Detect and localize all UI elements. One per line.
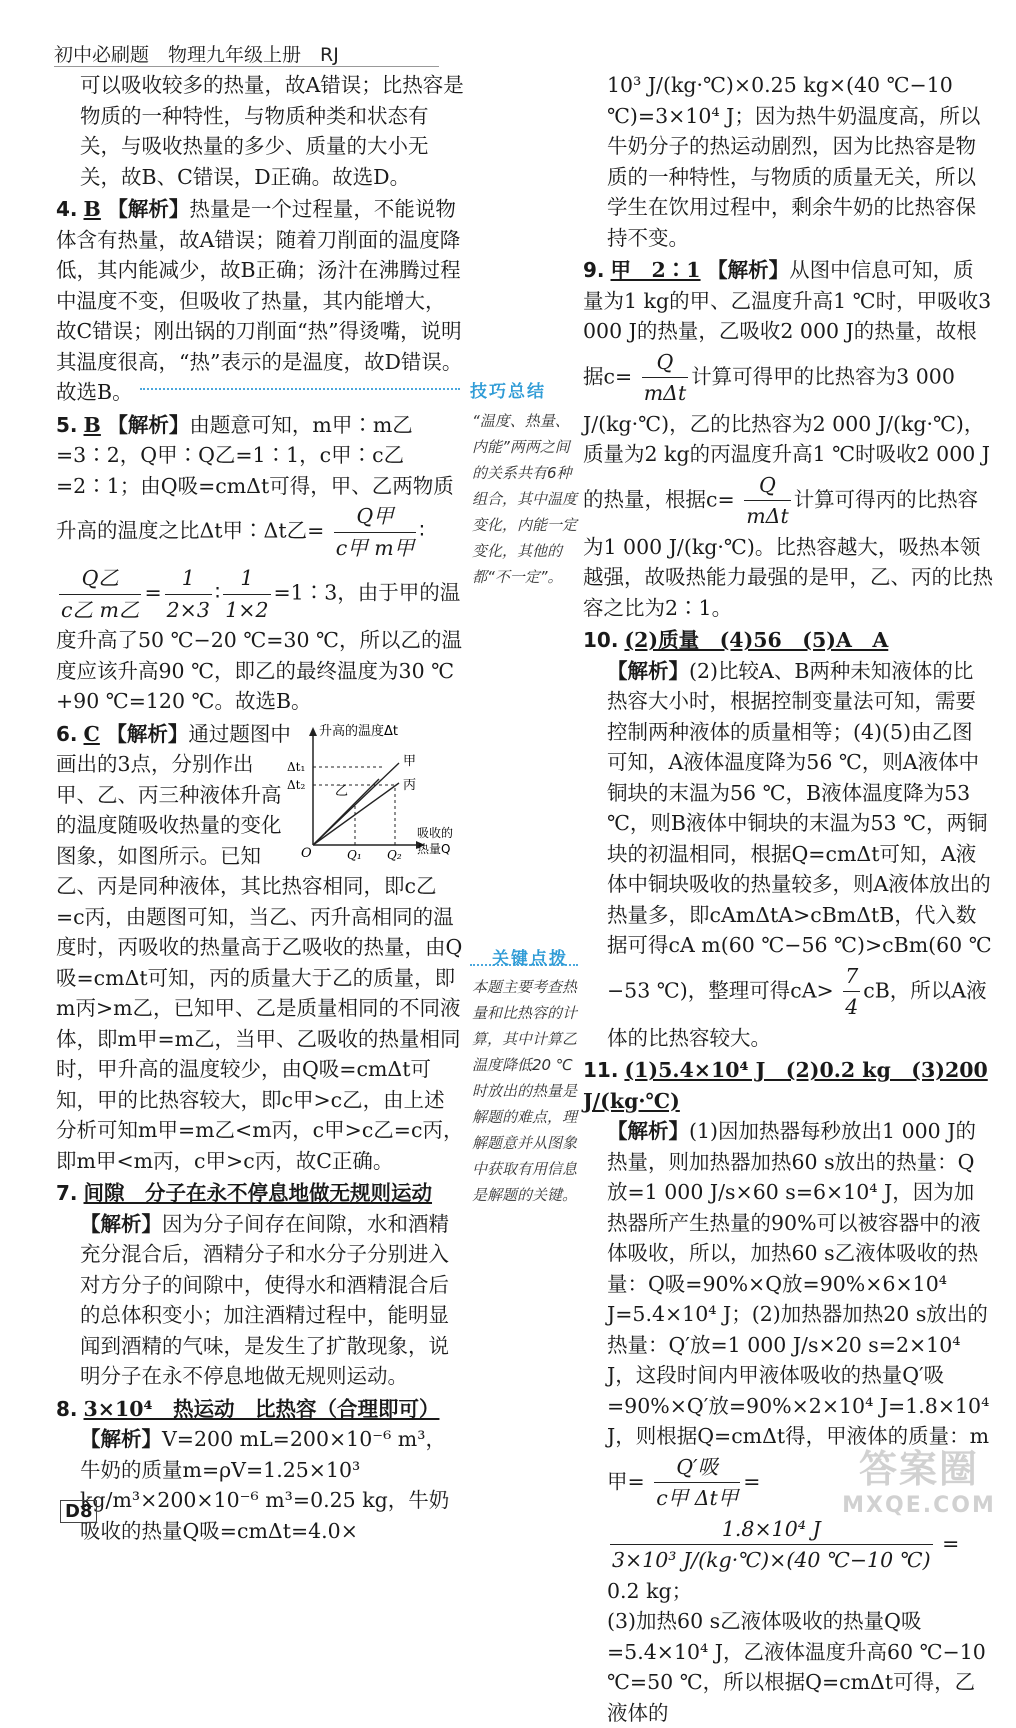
question-number: 9. (583, 258, 605, 282)
analysis-text: V=200 mL=200×10⁻⁶ m³，牛奶的质量m=ρV=1.25×10³ kg/m³×200×10⁻⁶ m³=0.25 kg，牛奶吸收的热量Q吸=cmΔt=4.0× (80, 1427, 450, 1543)
numerator: 1 (165, 563, 212, 595)
numerator: 1 (223, 563, 270, 595)
analysis-text: (1)因加热器每秒放出1 000 J的热量，则加热器加热60 s放出的热量：Q放=1 000 J/s×60 s=6×10⁴ J，因为加热器所产生热量的90%可以被容器中的液体吸收，所以，加热60 s乙液体吸收的热量：Q吸=90%×Q放=90%×6×10⁴ J=5.4×10⁴ J；(2)加热器加热20 s放出的热量：Q′放=1 000 J/s×20 s=2×10⁴ J，这段时间内甲液体吸收的热量Q′吸=90%×Q′放=90%×2×10⁴ J=1.8×10⁴ J，则根据Q=cmΔt得，甲液体的质量：m甲= (607, 1119, 990, 1493)
x-axis-label-2: 热量Q (417, 841, 451, 856)
left-column (56, 70, 464, 1546)
answer: B (83, 197, 101, 221)
sidebar1-title: 技巧总结 (470, 382, 546, 402)
fraction (654, 1452, 740, 1514)
denominator: 2×3 (166, 597, 210, 622)
analysis-tag: 【解析】 (80, 1211, 162, 1236)
analysis-text: 计算可得甲的比热容为3 000 J/(kg·℃)，乙的比热容为2 000 J/(kg·℃)，质量为2 kg的丙温度升高1 ℃时吸收2 000 J的热量，根据c= (583, 364, 991, 511)
fraction (744, 470, 790, 532)
heat-temperature-graph (287, 719, 464, 862)
denominator: 3×10³ J/(kg·℃)×(40 ℃−10 ℃) (612, 1548, 931, 1572)
answer: (2)质量 (4)56 (5)A A (624, 628, 889, 652)
analysis (583, 656, 993, 1054)
equals-sign: = (743, 1469, 761, 1493)
analysis (56, 1424, 464, 1546)
question-5 (56, 410, 464, 717)
numerator: Q′吸 (654, 1452, 740, 1484)
running-header: 初中必刷题 物理九年级上册 RJ (54, 44, 339, 66)
numerator: Q (744, 470, 790, 502)
sidebar1-text: “温度、热量、内能”两两之间的关系共有6种组合，其中温度变化，内能一定变化，其他的都“不一定”。 (472, 412, 578, 586)
denominator: c甲 Δt甲 (656, 1486, 739, 1510)
q3-continuation: 可以吸收较多的热量，故A错误；比热容是物质的一种特性，与物质种类和状态有关，与吸收热量的多少、质量的大小无关，故B、C错误，D正确。故选D。 (80, 73, 464, 189)
fraction (843, 961, 860, 1023)
equals-sign: = (144, 580, 162, 605)
denominator: 4 (845, 995, 859, 1019)
result: = 0.2 kg； (607, 1531, 960, 1603)
numerator: Q甲 (334, 501, 416, 533)
numerator: Q (642, 347, 688, 379)
analysis-tag: 【解析】 (107, 197, 190, 221)
line-bing-label: 丙 (403, 777, 417, 793)
denominator: c甲 m甲 (335, 535, 415, 560)
question-11 (583, 1055, 993, 1728)
analysis-tag: 【解析】 (607, 1119, 689, 1143)
analysis-tag: 【解析】 (106, 721, 189, 746)
analysis (583, 1116, 993, 1728)
q1-label: Q₁ (347, 847, 362, 862)
analysis-text: (3)加热60 s乙液体吸收的热量Q吸=5.4×10⁴ J，乙液体温度升高60 ℃−10 ℃=50 ℃，所以根据Q=cmΔt可得，乙液体的 (607, 1609, 986, 1725)
analysis (56, 1209, 464, 1392)
answer: (1)5.4×10⁴ J (2)0.2 kg (3)200 J/(kg·℃) (583, 1058, 988, 1113)
fraction (334, 501, 416, 563)
answer: 间隙 分子在永不停息地做无规则运动 (83, 1181, 433, 1205)
analysis-text: =1∶3，由于甲的温度升高了50 ℃−20 ℃=30 ℃，所以乙的温度应该升高90 ℃，即乙的最终温度为30 ℃+90 ℃=120 ℃。故选B。 (56, 580, 462, 713)
line-yi-label: 乙 (335, 783, 349, 799)
analysis-tag: 【解析】 (607, 658, 689, 683)
numerator: 1.8×10⁴ J (610, 1514, 933, 1546)
analysis-text: 因为分子间存在间隙，水和酒精充分混合后，酒精分子和水分子分别进入对方分子的间隙中，使得水和酒精混合后的总体积变小；加注酒精过程中，能明显闻到酒精的气味，是发生了扩散现象，说明分子在永不停息地做无规则运动。 (80, 1211, 449, 1388)
question-8 (56, 1394, 464, 1547)
q8-continuation: 10³ J/(kg·℃)×0.25 kg×(40 ℃−10 ℃)=3×10⁴ J；因为热牛奶温度高，所以牛奶分子的热运动剧烈，因为比热容是物质的一种特性，与物质的质量无关，所以学生在饮用过程中，剩余牛奶的比热容保持不变。 (607, 73, 981, 250)
analysis-text: cB，所以A液体的比热容较大。 (607, 978, 987, 1050)
header-rule (54, 66, 439, 67)
fraction (165, 563, 212, 625)
fraction (642, 347, 688, 409)
denominator: mΔt (643, 381, 687, 405)
watermark-line-1: 答案圈 (858, 1447, 979, 1491)
analysis-text: 计算可得丙的比热容为1 000 J/(kg·℃)。比热容越大，吸热本领越强，故吸热能力最强的是甲，乙、丙的比热容之比为2∶1。 (583, 487, 993, 620)
question-number: 4. (56, 197, 78, 221)
delta-t2-label: Δt₂ (287, 777, 306, 792)
question-4 (56, 194, 464, 408)
ratio-sign: ∶ (214, 580, 221, 605)
delta-t1-label: Δt₁ (287, 759, 306, 774)
question-10 (583, 625, 993, 1053)
analysis-text: 从图中信息可知，质量为1 kg的甲、乙温度升高1 ℃时，甲吸收3 000 J的热量，乙吸收2 000 J的热量，故根据c= (583, 258, 992, 388)
watermark-line-2: MXQE.COM (842, 1493, 996, 1518)
question-number: 10. (583, 628, 619, 652)
question-number: 6. (56, 721, 78, 746)
analysis-tag: 【解析】 (707, 258, 790, 282)
fraction (59, 563, 141, 625)
numerator: 7 (843, 961, 860, 993)
answer: 甲 2∶1 (610, 258, 701, 282)
fraction (223, 563, 270, 625)
watermark-logo (834, 1438, 1004, 1528)
answer: B (83, 412, 101, 437)
question-6 (56, 719, 464, 1177)
denominator: c乙 m乙 (61, 597, 140, 622)
origin-label: O (301, 845, 312, 861)
page-number: D8 (60, 1500, 97, 1523)
line-jia-label: 甲 (403, 753, 417, 769)
answer: 3×10⁴ 热运动 比热容（合理即可） (83, 1396, 440, 1421)
sidebar2-text: 本题主要考查热量和比热容的计算，其中计算乙温度降低20 ℃时放出的热量是解题的难点，理解题意并从图象中获取有用信息是解题的关键。 (472, 978, 578, 1204)
question-number: 7. (56, 1181, 78, 1205)
x-axis-label-1: 吸收的 (417, 825, 454, 840)
question-number: 5. (56, 412, 78, 437)
numerator: Q乙 (59, 563, 141, 595)
denominator: mΔt (746, 504, 789, 528)
sidebar1-dotted-rule (140, 388, 460, 390)
analysis-tag: 【解析】 (107, 412, 190, 437)
question-9 (583, 255, 993, 623)
question-number: 11. (583, 1058, 619, 1082)
ratio-sign: ∶ (419, 518, 425, 543)
answer: C (83, 721, 100, 746)
analysis-text: 由题意可知，m甲∶m乙=3∶2，Q甲∶Q乙=1∶1，c甲∶c乙=2∶1；由Q吸=cmΔt可得，甲、乙两物质升高的温度之比Δt甲∶Δt乙= (56, 412, 454, 543)
analysis-text: 通过题图中画出的3点，分别作出甲、乙、丙三种液体升高的温度随吸收热量的变化图象，如图所示。已知乙、丙是同种液体，其比热容相同，即c乙=c丙，由题图可知，当乙、丙升高相同的温度时，丙吸收的热量高于乙吸收的热量，由Q吸=cmΔt可知，丙的质量大于乙的质量，即m丙>m乙，已知甲、乙是质量相同的不同液体，即m甲=m乙，当甲、乙吸收的热量相同时，甲升高的温度较少，由Q吸=cmΔt可知，甲的比热容较大，即c甲>c乙，由上述分析可知m甲=m乙<m丙，c甲>c乙=c丙，即m甲<m丙，c甲>c丙，故C正确。 (56, 721, 464, 1173)
y-axis-label: 升高的温度Δt (319, 723, 398, 739)
analysis-text: 热量是一个过程量，不能说物体含有热量，故A错误；随着刀削面的温度降低，其内能减少，故B正确；汤汁在沸腾过程中温度不变，但吸收了热量，其内能增大，故C错误；刚出锅的刀削面“热”得烫嘴，说明其温度很高，“热”表示的是温度，故D错误。故选B。 (56, 197, 463, 404)
analysis-tag: 【解析】 (80, 1427, 162, 1451)
question-number: 8. (56, 1396, 78, 1421)
question-7 (56, 1178, 464, 1392)
analysis-text: (2)比较A、B两种未知液体的比热容大小时，根据控制变量法可知，需要控制两种液体的质量相等；(4)(5)由乙图可知，A液体温度降为56 ℃，则A液体中铜块的末温为56 ℃，B液体温度降为53 ℃，则B液体中铜块的末温为53 ℃，两铜块的初温相同，根据Q=cmΔt可知，A液体中铜块吸收的热量较多，则A液体放出的热量多，即cAmΔtA>cBmΔtB，代入数据可得cA m(60 ℃−56 ℃)>cBm(60 ℃−53 ℃)，整理可得cA> (607, 658, 992, 1002)
sidebar2-title: 关键点拨 (492, 949, 568, 969)
denominator: 1×2 (225, 597, 269, 622)
q2-label: Q₂ (387, 847, 402, 862)
